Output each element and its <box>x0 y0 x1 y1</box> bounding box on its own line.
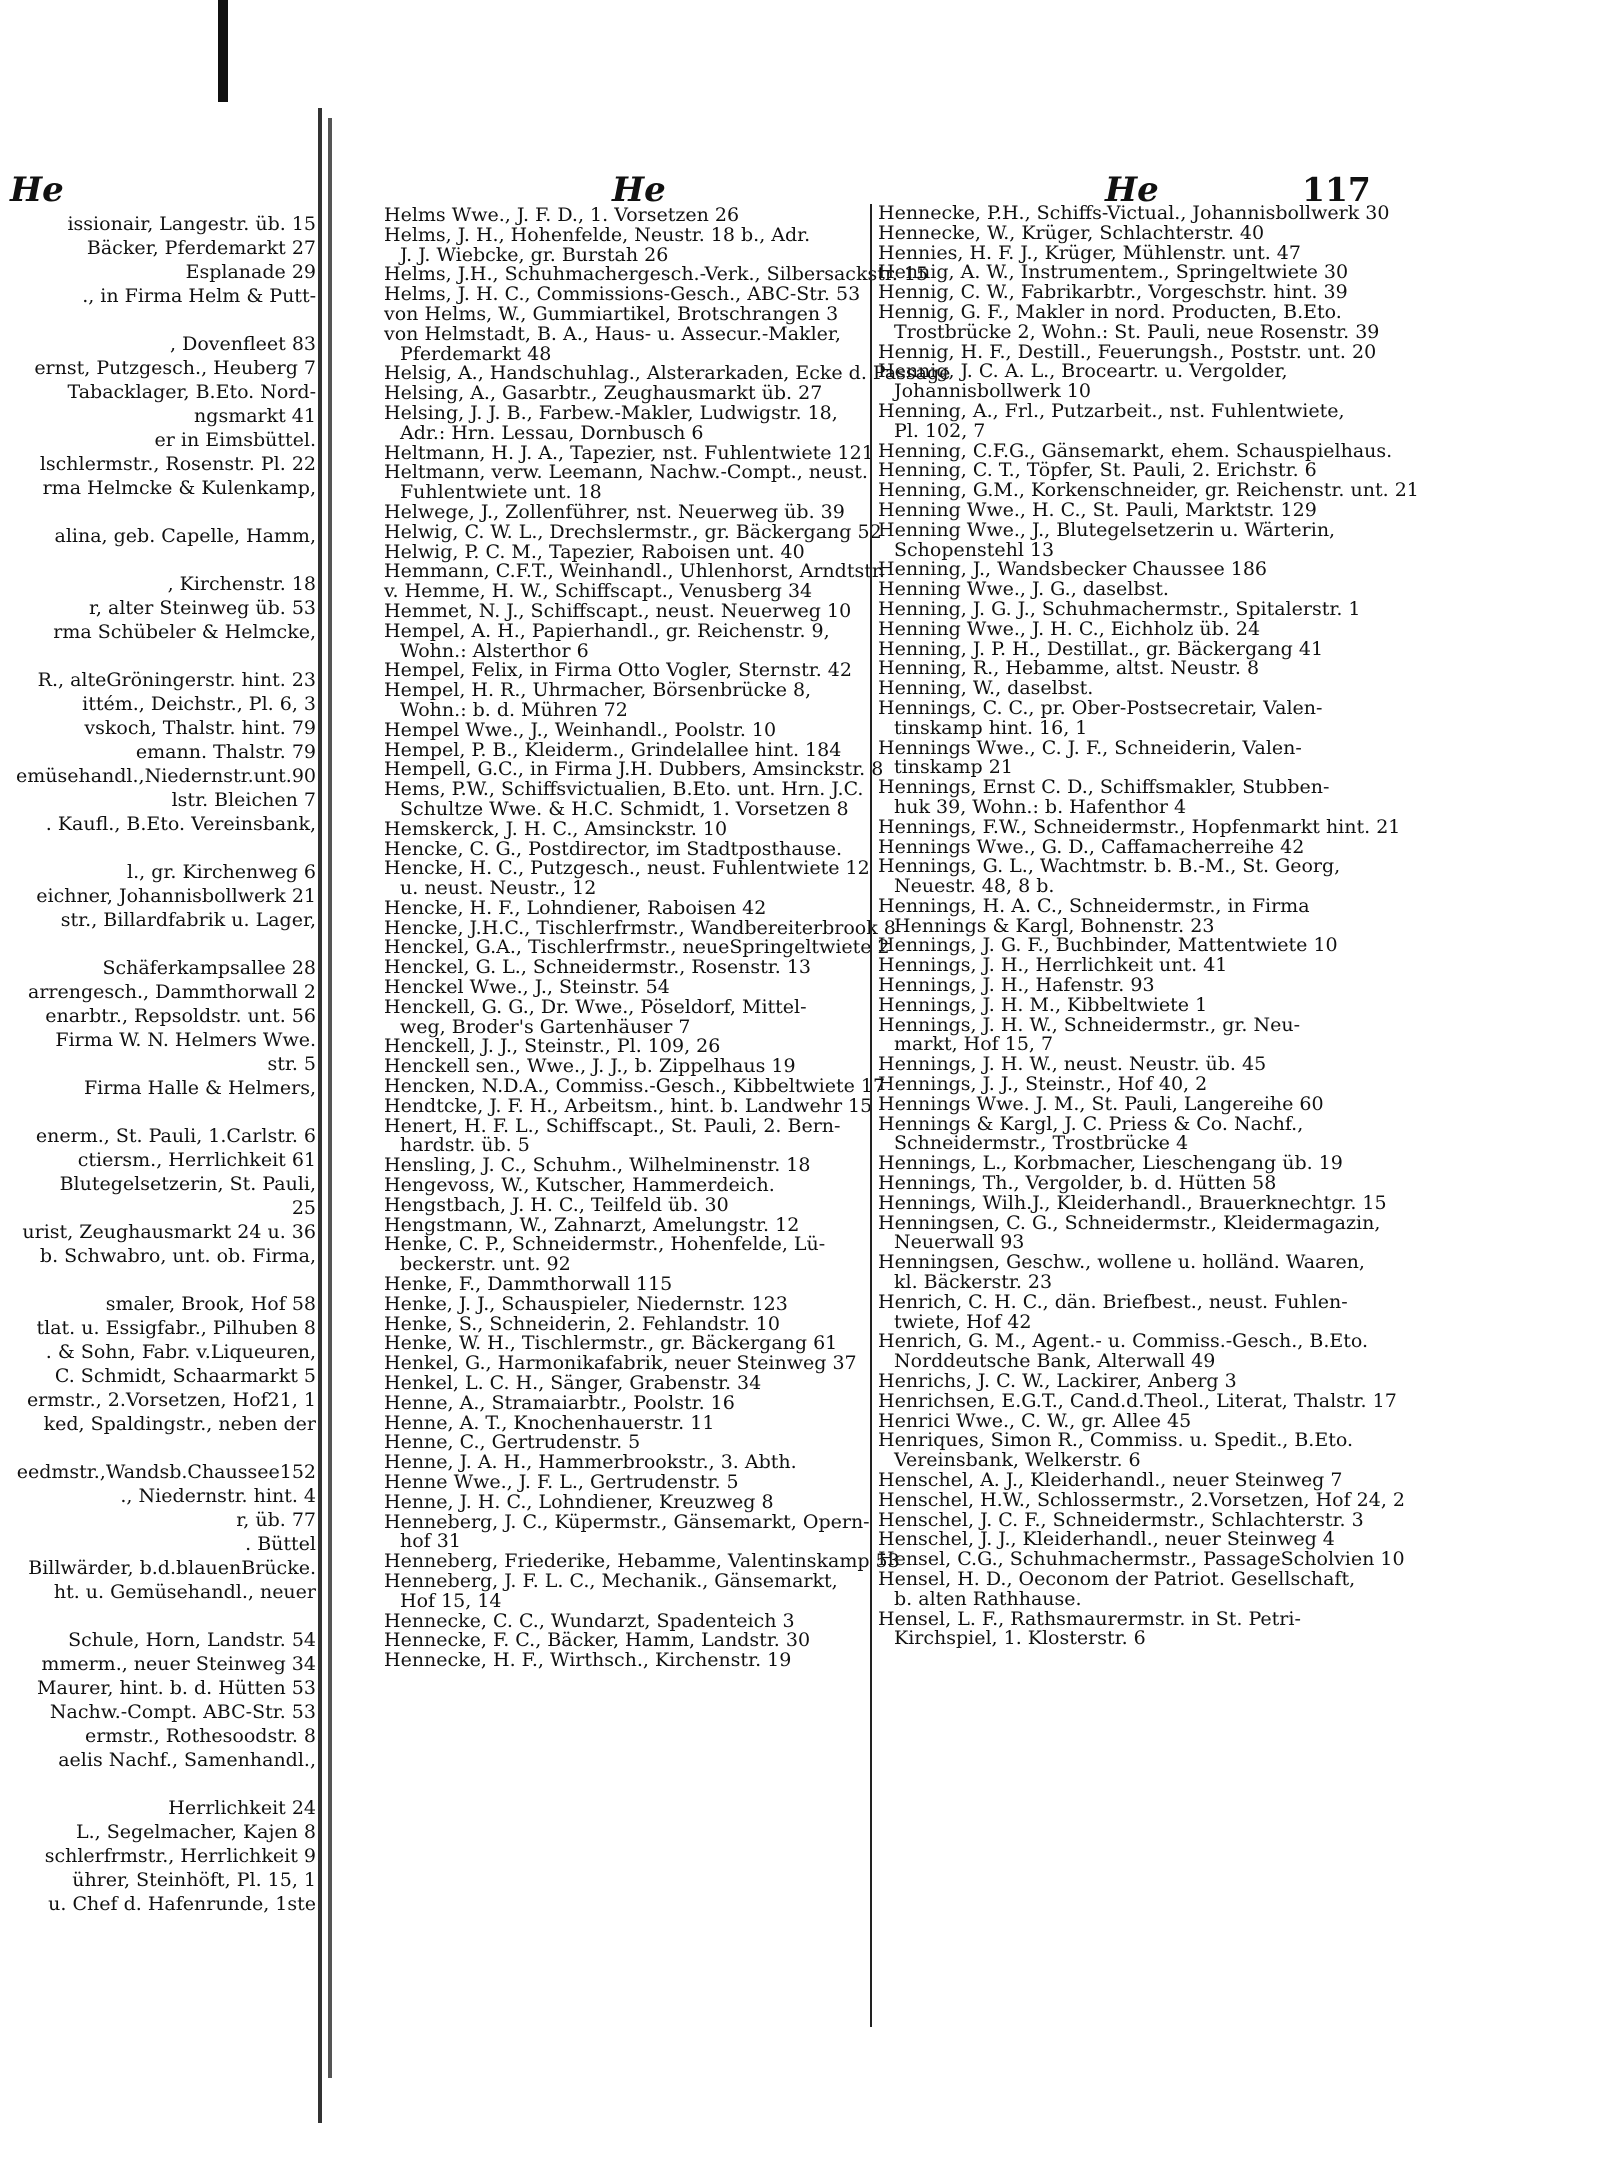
left-page-line <box>0 1436 318 1460</box>
directory-entry-continuation: Schopenstehl 13 <box>894 538 1055 561</box>
directory-entry: Hennings, J. H., Herrlichkeit unt. 41 <box>878 954 1228 977</box>
left-page-line: er in Eimsbüttel. <box>154 429 316 451</box>
directory-entry: Henneberg, J. F. L. C., Mechanik., Gänsemarkt, <box>384 1569 838 1592</box>
directory-entry: Hennies, H. F. J., Krüger, Mühlenstr. unt. 47 <box>878 241 1301 264</box>
directory-entry-continuation: Adr.: Hrn. Lessau, Dornbusch 6 <box>400 421 704 444</box>
directory-entry: Helwege, J., Zollenführer, nst. Neuerweg üb. 39 <box>384 500 845 523</box>
directory-entry-continuation: Neuerwall 93 <box>894 1231 1025 1254</box>
left-page-line: lschlermstr., Rosenstr. Pl. 22 <box>39 453 316 475</box>
directory-entry: Hennings, J. J., Steinstr., Hof 40, 2 <box>878 1073 1208 1096</box>
left-page-line: Herrlichkeit 24 <box>168 1797 316 1819</box>
directory-entry: Hengstmann, W., Zahnarzt, Amelungstr. 12 <box>384 1213 800 1236</box>
directory-entry: von Helmstadt, B. A., Haus- u. Assecur.-Makler, <box>384 322 841 345</box>
directory-entry: Henning, R., Hebamme, altst. Neustr. 8 <box>878 657 1260 680</box>
directory-entry: Henke, F., Dammthorwall 115 <box>384 1273 673 1296</box>
left-page-line <box>0 932 318 956</box>
left-page-line <box>0 1772 318 1796</box>
directory-entry: Hempel, A. H., Papierhandl., gr. Reichenstr. 9, <box>384 619 830 642</box>
directory-entry-continuation: kl. Bäckerstr. 23 <box>894 1271 1053 1294</box>
directory-entry: Hennecke, C. C., Wundarzt, Spadenteich 3 <box>384 1609 795 1632</box>
directory-entry: Henne, A., Stramaiarbtr., Poolstr. 16 <box>384 1391 735 1414</box>
directory-entry: Hennings, J. H., Hafenstr. 93 <box>878 974 1155 997</box>
directory-entry-continuation: Pl. 102, 7 <box>894 419 986 442</box>
directory-entry-continuation: hof 31 <box>400 1530 461 1553</box>
directory-entry: Henckell sen., Wwe., J. J., b. Zippelhaus 19 <box>384 1055 796 1078</box>
left-page-line: ht. u. Gemüsehandl., neuer <box>53 1581 316 1603</box>
directory-entry: Henschel, J. J., Kleiderhandl., neuer Steinweg 4 <box>878 1528 1335 1551</box>
directory-entry: Hennings & Kargl, J. C. Priess & Co. Nachf., <box>878 1112 1304 1135</box>
directory-entry-continuation: tinskamp hint. 16, 1 <box>894 716 1088 739</box>
directory-entry: Hensel, C.G., Schuhmachermstr., PassageScholvien 10 <box>878 1548 1405 1571</box>
directory-entry: Hennings, J. H. W., Schneidermstr., gr. Neu- <box>878 1013 1301 1036</box>
directory-page <box>328 118 1419 2078</box>
left-page-line <box>0 1100 318 1124</box>
directory-entry: Henning Wwe., J. H. C., Eichholz üb. 24 <box>878 617 1261 640</box>
left-page-line: u. Chef d. Hafenrunde, 1ste <box>48 1893 316 1915</box>
left-page-line: , Kirchenstr. 18 <box>167 573 316 595</box>
directory-entry: Hendtcke, J. F. H., Arbeitsm., hint. b. Landwehr 15 <box>384 1094 873 1117</box>
directory-entry-continuation: beckerstr. unt. 92 <box>400 1253 571 1276</box>
left-page-line: Maurer, hint. b. d. Hütten 53 <box>37 1677 316 1699</box>
directory-entry: Helms, J.H., Schuhmachergesch.-Verk., Silbersackstr. 15 <box>384 263 929 286</box>
directory-entry-continuation: J. J. Wiebcke, gr. Burstah 26 <box>400 243 669 266</box>
directory-entry: Helwig, C. W. L., Drechslermstr., gr. Bäckergang 52 <box>384 520 882 543</box>
left-page-line <box>0 548 318 572</box>
left-page-lines <box>0 212 318 1916</box>
directory-entry: Helms, J. H., Hohenfelde, Neustr. 18 b., Adr. <box>384 223 811 246</box>
directory-entry: Hennings, Th., Vergolder, b. d. Hütten 58 <box>878 1172 1277 1195</box>
left-page-line: emüsehandl.,Niedernstr.unt.90 <box>15 765 316 787</box>
directory-entry: Hennings Wwe., G. D., Caffamacherreihe 42 <box>878 835 1305 858</box>
directory-entry-continuation: u. neust. Neustr., 12 <box>400 877 597 900</box>
page-number: 117 <box>1302 170 1371 209</box>
directory-entry: Hencken, N.D.A., Commiss.-Gesch., Kibbeltwiete 17 <box>384 1075 886 1098</box>
directory-entry: Henning, J. P. H., Destillat., gr. Bäckergang 41 <box>878 637 1324 660</box>
directory-entry: Henschel, A. J., Kleiderhandl., neuer Steinweg 7 <box>878 1469 1343 1491</box>
directory-entry: Hempel, P. B., Kleiderm., Grindelallee hint. 184 <box>384 738 842 761</box>
directory-entry: Henke, C. P., Schneidermstr., Hohenfelde, Lü- <box>384 1233 826 1256</box>
directory-entry: Heltmann, H. J. A., Tapezier, nst. Fuhlentwiete 121 <box>384 441 874 464</box>
directory-entry: Hempel, H. R., Uhrmacher, Börsenbrücke 8, <box>384 679 812 702</box>
directory-entry: Henningsen, Geschw., wollene u. holländ. Waaren, <box>878 1251 1365 1274</box>
directory-entry: Henkel, L. C. H., Sänger, Grabenstr. 34 <box>384 1372 762 1395</box>
left-page-line: eedmstr.,Wandsb.Chaussee152 <box>16 1461 316 1483</box>
left-page-line: str. 5 <box>267 1053 316 1075</box>
directory-entry: Henne Wwe., J. F. L., Gertrudenstr. 5 <box>384 1471 739 1493</box>
left-page-line: Firma Halle & Helmers, <box>83 1077 316 1099</box>
left-page-line <box>0 308 318 332</box>
left-page-line: aelis Nachf., Samenhandl., <box>58 1749 316 1771</box>
left-page-line: ittém., Deichstr., Pl. 6, 3 <box>82 693 316 715</box>
left-page-line <box>0 1268 318 1292</box>
binding-strip <box>218 0 228 102</box>
left-page-line: smaler, Brook, Hof 58 <box>105 1293 316 1315</box>
directory-entry-continuation: Vereinsbank, Welkerstr. 6 <box>894 1449 1141 1472</box>
directory-entry-continuation: Fuhlentwiete unt. 18 <box>400 481 602 504</box>
directory-entry: Henckell, J. J., Steinstr., Pl. 109, 26 <box>384 1035 721 1058</box>
left-page-line: rma Helmcke & Kulenkamp, <box>42 477 316 499</box>
directory-entry: Hennecke, W., Krüger, Schlachterstr. 40 <box>878 221 1265 244</box>
left-page-line: Esplanade 29 <box>185 261 316 283</box>
directory-entry: Henke, W. H., Tischlermstr., gr. Bäckergang 61 <box>384 1332 838 1355</box>
directory-entry: Hennig, C. W., Fabrikarbtr., Vorgeschstr. hint. 39 <box>878 281 1348 304</box>
left-page-line: issionair, Langestr. üb. 15 <box>67 213 316 235</box>
left-page-line <box>0 500 318 524</box>
directory-entry: Henne, A. T., Knochenhauerstr. 11 <box>384 1411 715 1434</box>
left-page-line: lstr. Bleichen 7 <box>171 789 316 811</box>
directory-entry: Hensel, L. F., Rathsmaurermstr. in St. Petri- <box>878 1607 1301 1630</box>
directory-entry: Hennig, J. C. A. L., Broceartr. u. Vergolder, <box>878 360 1288 383</box>
directory-entry-continuation: twiete, Hof 42 <box>894 1310 1032 1333</box>
directory-entry: Hensling, J. C., Schuhm., Wilhelminenstr. 18 <box>384 1154 811 1177</box>
directory-entry: Henrich, G. M., Agent.- u. Commiss.-Gesch., B.Eto. <box>878 1330 1369 1353</box>
directory-entry: Hengevoss, W., Kutscher, Hammerdeich. <box>384 1174 775 1197</box>
directory-entry: Henrici Wwe., C. W., gr. Allee 45 <box>878 1409 1192 1432</box>
left-page-line: str., Billardfabrik u. Lager, <box>60 909 316 931</box>
left-page-line: enerm., St. Pauli, 1.Carlstr. 6 <box>35 1125 316 1147</box>
left-page-line: Schäferkampsallee 28 <box>102 957 316 979</box>
left-page-header-letters: He <box>10 170 64 210</box>
directory-entry: Hems, P.W., Schiffsvictualien, B.Eto. unt. Hrn. J.C. <box>384 778 864 801</box>
directory-entry: Hennings Wwe., C. J. F., Schneiderin, Valen- <box>878 736 1302 759</box>
directory-entry: Hencke, C. G., Postdirector, im Stadtposthause. <box>384 837 843 860</box>
directory-entry: Hennings, G. L., Wachtmstr. b. B.-M., St. Georg, <box>878 855 1341 878</box>
left-page-line: Bäcker, Pferdemarkt 27 <box>86 237 316 259</box>
directory-entry: Hennings, Ernst C. D., Schiffsmakler, Stubben- <box>878 776 1330 799</box>
directory-entry: Helms Wwe., J. F. D., 1. Vorsetzen 26 <box>384 204 740 226</box>
left-page-line: ., in Firma Helm & Putt- <box>82 285 316 307</box>
directory-entry: Henning Wwe., J., Blutegelsetzerin u. Wärterin, <box>878 518 1336 541</box>
left-page-line: Firma W. N. Helmers Wwe. <box>55 1029 316 1051</box>
left-page-line: ermstr., Rothesoodstr. 8 <box>84 1725 316 1747</box>
left-page-line: ngsmarkt 41 <box>194 405 316 427</box>
left-page-line: ked, Spaldingstr., neben der <box>43 1413 316 1435</box>
directory-entry: Hennig, A. W., Instrumentem., Springeltwiete 30 <box>878 261 1349 284</box>
left-page-line: tlat. u. Essigfabr., Pilhuben 8 <box>36 1317 316 1339</box>
left-page-line: arrengesch., Dammthorwall 2 <box>28 981 316 1003</box>
left-page-line <box>0 644 318 668</box>
left-page-line <box>0 1604 318 1628</box>
directory-entry: Hennings, J. G. F., Buchbinder, Mattentwiete 10 <box>878 934 1338 957</box>
directory-entry-continuation: b. alten Rathhause. <box>894 1587 1082 1610</box>
directory-entry: Henckel, G. L., Schneidermstr., Rosenstr. 13 <box>384 956 811 979</box>
directory-entry: Hempel, Felix, in Firma Otto Vogler, Sternstr. 42 <box>384 659 852 682</box>
left-page-fragment <box>0 108 322 2123</box>
directory-entry: Hennecke, H. F., Wirthsch., Kirchenstr. 19 <box>384 1649 792 1672</box>
left-page-line: , Dovenfleet 83 <box>170 333 316 355</box>
directory-entry: Henning, A., Frl., Putzarbeit., nst. Fuhlentwiete, <box>878 399 1345 422</box>
directory-entry: Hennings, F.W., Schneidermstr., Hopfenmarkt hint. 21 <box>878 815 1401 838</box>
left-page-line <box>0 836 318 860</box>
directory-entry: Hennings, C. C., pr. Ober-Postsecretair, Valen- <box>878 696 1323 719</box>
directory-entry: Hencke, J.H.C., Tischlerfrmstr., Wandbereiterbrook 8 <box>384 916 896 939</box>
directory-entry-continuation: Trostbrücke 2, Wohn.: St. Pauli, neue Rosenstr. 39 <box>894 320 1380 343</box>
left-page-line: urist, Zeughausmarkt 24 u. 36 <box>22 1221 316 1243</box>
directory-entry: Henning Wwe., H. C., St. Pauli, Marktstr. 129 <box>878 498 1317 521</box>
directory-entry-continuation: Wohn.: b. d. Mühren 72 <box>400 698 628 721</box>
directory-entry: Heltmann, verw. Leemann, Nachw.-Compt., neust. <box>384 461 868 484</box>
left-page-line: alina, geb. Capelle, Hamm, <box>54 525 316 547</box>
left-page-header <box>0 170 318 210</box>
directory-entry: Helms, J. H. C., Commissions-Gesch., ABC-Str. 53 <box>384 283 861 306</box>
column-2-header: He <box>1105 170 1159 210</box>
directory-entry: Hemmet, N. J., Schiffscapt., neust. Neuerweg 10 <box>384 599 852 622</box>
left-page-line: Blutegelsetzerin, St. Pauli, <box>59 1173 316 1195</box>
directory-entry: Hemmann, C.F.T., Weinhandl., Uhlenhorst, Arndtstr. <box>384 560 885 583</box>
directory-entry: Hemskerck, J. H. C., Amsinckstr. 10 <box>384 817 728 840</box>
left-page-line: enarbtr., Repsoldstr. unt. 56 <box>45 1005 316 1027</box>
directory-entry: Hempel Wwe., J., Weinhandl., Poolstr. 10 <box>384 718 777 741</box>
directory-entry-continuation: Pferdemarkt 48 <box>400 342 552 365</box>
directory-entry-continuation: markt, Hof 15, 7 <box>894 1033 1054 1056</box>
directory-entry: von Helms, W., Gummiartikel, Brotschrangen 3 <box>384 302 839 325</box>
directory-entry-continuation: Hof 15, 14 <box>400 1589 502 1612</box>
left-page-line: L., Segelmacher, Kajen 8 <box>75 1821 316 1843</box>
directory-entry-continuation: Schultze Wwe. & H.C. Schmidt, 1. Vorsetzen 8 <box>400 797 849 820</box>
directory-entry-continuation: hardstr. üb. 5 <box>400 1134 530 1157</box>
left-page-line: Nachw.-Compt. ABC-Str. 53 <box>49 1701 316 1723</box>
left-page-line: Tabacklager, B.Eto. Nord- <box>67 381 316 403</box>
directory-entry: Hennecke, P.H., Schiffs-Victual., Johannisbollwerk 30 <box>878 202 1390 224</box>
directory-entry: Helsing, J. J. B., Farbew.-Makler, Ludwigstr. 18, <box>384 401 838 424</box>
directory-entry: Hengstbach, J. H. C., Teilfeld üb. 30 <box>384 1193 729 1216</box>
directory-entry: v. Hemme, H. W., Schiffscapt., Venusberg 34 <box>384 580 813 603</box>
directory-entry-continuation: Hennings & Kargl, Bohnenstr. 23 <box>894 914 1215 937</box>
directory-entry: Henrich, C. H. C., dän. Briefbest., neust. Fuhlen- <box>878 1290 1348 1313</box>
directory-entry-continuation: Neuestr. 48, 8 b. <box>894 875 1055 898</box>
left-page-line: l., gr. Kirchenweg 6 <box>127 861 316 883</box>
directory-entry: Henke, S., Schneiderin, 2. Fehlandstr. 10 <box>384 1312 780 1335</box>
left-page-line: 25 <box>291 1197 316 1219</box>
directory-entry: Hennecke, F. C., Bäcker, Hamm, Landstr. 30 <box>384 1629 811 1652</box>
directory-entry: Henschel, H.W., Schlossermstr., 2.Vorsetzen, Hof 24, 2 <box>878 1488 1406 1511</box>
directory-entry: Henning Wwe., J. G., daselbst. <box>878 578 1169 601</box>
directory-entry: Hensel, H. D., Oeconom der Patriot. Gesellschaft, <box>878 1567 1356 1590</box>
left-page-line: r, üb. 77 <box>236 1509 316 1531</box>
left-page-line: ernst, Putzgesch., Heuberg 7 <box>34 357 316 379</box>
directory-entry: Hennings, J. H. M., Kibbeltwiete 1 <box>878 993 1208 1016</box>
directory-entry: Henne, J. A. H., Hammerbrookstr., 3. Abth. <box>384 1451 797 1474</box>
directory-entry: Henneberg, J. C., Küpermstr., Gänsemarkt, Opern- <box>384 1510 870 1533</box>
directory-entry: Henne, J. H. C., Lohndiener, Kreuzweg 8 <box>384 1490 774 1513</box>
left-page-line: vskoch, Thalstr. hint. 79 <box>84 717 316 739</box>
directory-entry: Henrichsen, E.G.T., Cand.d.Theol., Literat, Thalstr. 17 <box>878 1389 1397 1412</box>
directory-entry-continuation: Schneidermstr., Trostbrücke 4 <box>894 1132 1189 1155</box>
directory-entry: Henning, C.F.G., Gänsemarkt, ehem. Schauspielhaus. <box>878 439 1393 462</box>
left-page-line: eichner, Johannisbollwerk 21 <box>36 885 316 907</box>
left-page-line: C. Schmidt, Schaarmarkt 5 <box>54 1365 316 1387</box>
directory-entry: Henning, C. T., Töpfer, St. Pauli, 2. Erichstr. 6 <box>878 459 1317 482</box>
left-page-line: ührer, Steinhöft, Pl. 15, 1 <box>72 1869 316 1891</box>
left-page-line: ., Niedernstr. hint. 4 <box>120 1485 316 1507</box>
left-page-line: r, alter Steinweg üb. 53 <box>88 597 316 619</box>
directory-entry-continuation: tinskamp 21 <box>894 756 1013 779</box>
directory-entry: Hencke, H. C., Putzgesch., neust. Fuhlentwiete 12 <box>384 857 870 880</box>
directory-entry: Helsig, A., Handschuhlag., Alsterarkaden, Ecke d. Passage <box>384 362 951 385</box>
directory-entry: Hencke, H. F., Lohndiener, Raboisen 42 <box>384 896 767 919</box>
directory-column-2 <box>870 202 1419 2027</box>
left-page-line: emann. Thalstr. 79 <box>135 741 316 763</box>
directory-entry: Hempell, G.C., in Firma J.H. Dubbers, Amsinckstr. 8 <box>384 758 884 781</box>
directory-entry: Hennings, J. H. W., neust. Neustr. üb. 45 <box>878 1053 1267 1076</box>
directory-entry: Henckel Wwe., J., Steinstr. 54 <box>384 976 670 999</box>
directory-entry-continuation: Norddeutsche Bank, Alterwall 49 <box>894 1350 1216 1373</box>
directory-entry: Henert, H. F. L., Schiffscapt., St. Pauli, 2. Bern- <box>384 1114 841 1137</box>
directory-entry: Helsing, A., Gasarbtr., Zeughausmarkt üb. 27 <box>384 382 823 405</box>
left-page-line: mmerm., neuer Steinweg 34 <box>41 1653 316 1675</box>
left-page-line: Billwärder, b.d.blauenBrücke. <box>28 1557 316 1579</box>
left-page-line: rma Schübeler & Helmcke, <box>53 621 316 643</box>
column-1-header: He <box>612 170 666 210</box>
directory-entry-continuation: Wohn.: Alsterthor 6 <box>400 639 589 662</box>
directory-entry: Henke, J. J., Schauspieler, Niedernstr. 123 <box>384 1292 788 1315</box>
left-page-line: . & Sohn, Fabr. v.Liqueuren, <box>45 1341 316 1363</box>
left-page-line: R., alteGröningerstr. hint. 23 <box>37 669 316 691</box>
left-page-line: . Kaufl., B.Eto. Vereinsbank, <box>45 813 316 835</box>
directory-entry: Henning, J. G. J., Schuhmachermstr., Spitalerstr. 1 <box>878 597 1361 620</box>
directory-entry: Hennings, L., Korbmacher, Lieschengang üb. 19 <box>878 1152 1343 1175</box>
directory-entry: Henneberg, Friederike, Hebamme, Valentinskamp 53 <box>384 1550 900 1573</box>
left-page-line: ctiersm., Herrlichkeit 61 <box>77 1149 316 1171</box>
directory-entry: Hennings, Wilh.J., Kleiderhandl., Brauerknechtgr. 15 <box>878 1191 1387 1214</box>
directory-entry: Hennings Wwe. J. M., St. Pauli, Langereihe 60 <box>878 1092 1324 1115</box>
directory-entry: Henningsen, C. G., Schneidermstr., Kleidermagazin, <box>878 1211 1381 1234</box>
directory-entry: Henne, C., Gertrudenstr. 5 <box>384 1431 641 1454</box>
directory-entry: Henkel, G., Harmonikafabrik, neuer Steinweg 37 <box>384 1352 857 1375</box>
directory-entry: Hennig, G. F., Makler in nord. Producten, B.Eto. <box>878 300 1342 323</box>
directory-entry: Henckel, G.A., Tischlerfrmstr., neueSpringeltwiete 2 <box>384 936 890 959</box>
directory-entry: Henning, W., daselbst. <box>878 677 1094 700</box>
directory-entry: Helwig, P. C. M., Tapezier, Raboisen unt. 40 <box>384 540 805 563</box>
directory-entry: Henriques, Simon R., Commiss. u. Spedit., B.Eto. <box>878 1429 1353 1452</box>
left-page-line: Schule, Horn, Landstr. 54 <box>68 1629 316 1651</box>
left-page-line: schlerfrmstr., Herrlichkeit 9 <box>44 1845 316 1867</box>
directory-entry: Henschel, J. C. F., Schneidermstr., Schlachterstr. 3 <box>878 1508 1364 1531</box>
directory-entry: Henning, J., Wandsbecker Chaussee 186 <box>878 558 1268 581</box>
directory-entry: Hennings, H. A. C., Schneidermstr., in Firma <box>878 894 1310 917</box>
directory-entry-continuation: huk 39, Wohn.: b. Hafenthor 4 <box>894 795 1187 818</box>
directory-entry-continuation: Kirchspiel, 1. Klosterstr. 6 <box>894 1627 1146 1650</box>
left-page-line: . Büttel <box>245 1533 316 1555</box>
directory-entry: Henning, G.M., Korkenschneider, gr. Reichenstr. unt. 21 <box>878 479 1419 502</box>
directory-entry-continuation: weg, Broder's Gartenhäuser 7 <box>400 1015 691 1038</box>
left-page-line: b. Schwabro, unt. ob. Firma, <box>39 1245 316 1267</box>
directory-entry: Hennig, H. F., Destill., Feuerungsh., Poststr. unt. 20 <box>878 340 1377 363</box>
left-page-line: ermstr., 2.Vorsetzen, Hof21, 1 <box>26 1389 316 1411</box>
directory-entry-continuation: Johannisbollwerk 10 <box>894 380 1091 403</box>
directory-entry: Henrichs, J. C. W., Lackirer, Anberg 3 <box>878 1370 1237 1393</box>
directory-entry: Henckell, G. G., Dr. Wwe., Pöseldorf, Mittel- <box>384 995 807 1018</box>
